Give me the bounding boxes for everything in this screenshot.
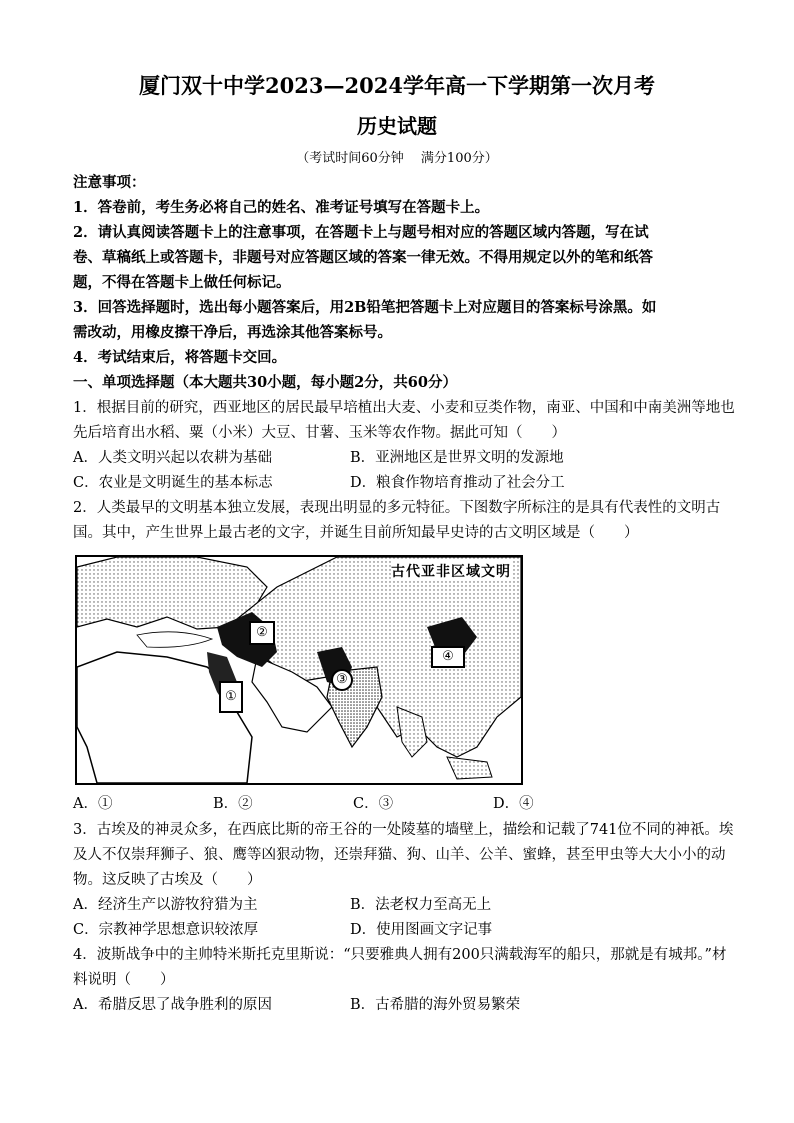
notice-line: 3．回答选择题时，选出每小题答案后，用2B铅笔把答题卡上对应题目的答案标号涂黑。如 xyxy=(73,299,657,316)
q3-option-a: A．经济生产以游牧狩猎为主 xyxy=(73,897,258,913)
question-3-text: 物。这反映了古埃及（ ） xyxy=(73,872,262,888)
question-4-text: 料说明（ ） xyxy=(73,972,175,988)
notice-heading: 注意事项： xyxy=(73,174,146,191)
notice-line: 需改动，用橡皮擦干净后，再选涂其他答案标号。 xyxy=(73,324,392,341)
q2-option-b: B．② xyxy=(213,796,253,812)
notice-line: 1．答卷前，考生务必将自己的姓名、准考证号填写在答题卡上。 xyxy=(73,199,490,216)
map-marker-4: ④ xyxy=(431,646,465,668)
q1-option-d: D．粮食作物培育推动了社会分工 xyxy=(350,475,565,491)
section-heading: 一、单项选择题（本大题共30小题，每小题2分，共60分） xyxy=(73,374,457,391)
question-3-text: 3．古埃及的神灵众多，在西底比斯的帝王谷的一处陵墓的墙壁上，描绘和记载了741位不同的神祇。埃 xyxy=(73,822,734,838)
question-2-text: 2．人类最早的文明基本独立发展，表现出明显的多元特征。下图数字所标注的是具有代表性的文明古 xyxy=(73,500,721,516)
q4-option-a: A．希腊反思了战争胜利的原因 xyxy=(73,997,272,1013)
exam-info: （考试时间60分钟 满分100分） xyxy=(296,151,498,166)
q1-option-a: A．人类文明兴起以农耕为基础 xyxy=(73,450,272,466)
map-graphic xyxy=(77,557,521,783)
q3-option-c: C．宗教神学思想意识较浓厚 xyxy=(73,922,259,938)
map-marker-2: ② xyxy=(249,621,275,645)
q2-option-d: D．④ xyxy=(493,796,534,812)
q1-option-c: C．农业是文明诞生的基本标志 xyxy=(73,475,273,491)
map-marker-3: ③ xyxy=(331,669,353,691)
notice-line: 卷、草稿纸上或答题卡，非题号对应答题区域的答案一律无效。不得用规定以外的笔和纸答 xyxy=(73,249,653,266)
map-title: 古代亚非区域文明 xyxy=(391,561,511,581)
q3-option-d: D．使用图画文字记事 xyxy=(350,922,493,938)
subject-title: 历史试题 xyxy=(357,114,437,138)
q4-option-b: B．古希腊的海外贸易繁荣 xyxy=(350,997,521,1013)
q3-option-b: B．法老权力至高无上 xyxy=(350,897,492,913)
map-marker-1: ① xyxy=(219,681,243,713)
notice-line: 2．请认真阅读答题卡上的注意事项，在答题卡上与题号相对应的答题区域内答题，写在试 xyxy=(73,224,649,241)
q1-option-b: B．亚洲地区是世界文明的发源地 xyxy=(350,450,564,466)
question-3-text: 及人不仅崇拜狮子、狼、鹰等凶狠动物，还崇拜猫、狗、山羊、公羊、蜜蜂，甚至甲虫等大大小小的动 xyxy=(73,847,726,863)
question-2-text: 国。其中，产生世界上最古老的文字，并诞生目前所知最早史诗的古文明区域是（ ） xyxy=(73,525,639,541)
question-1-text: 先后培育出水稻、粟（小米）大豆、甘薯、玉米等农作物。据此可知（ ） xyxy=(73,425,566,441)
notice-line: 4．考试结束后，将答题卡交回。 xyxy=(73,349,287,366)
q2-option-c: C．③ xyxy=(353,796,394,812)
ancient-civilizations-map xyxy=(75,555,523,785)
question-4-text: 4．波斯战争中的主帅特米斯托克里斯说：“只要雅典人拥有200只满载海军的船只，那就是有城邦。”材 xyxy=(73,947,727,963)
q2-option-a: A．① xyxy=(73,796,113,812)
exam-title: 厦门双十中学2023—2024学年高一下学期第一次月考 xyxy=(139,73,655,98)
notice-line: 题，不得在答题卡上做任何标记。 xyxy=(73,274,291,291)
question-1-text: 1．根据目前的研究，西亚地区的居民最早培植出大麦、小麦和豆类作物，南亚、中国和中南美洲等地也 xyxy=(73,400,735,416)
